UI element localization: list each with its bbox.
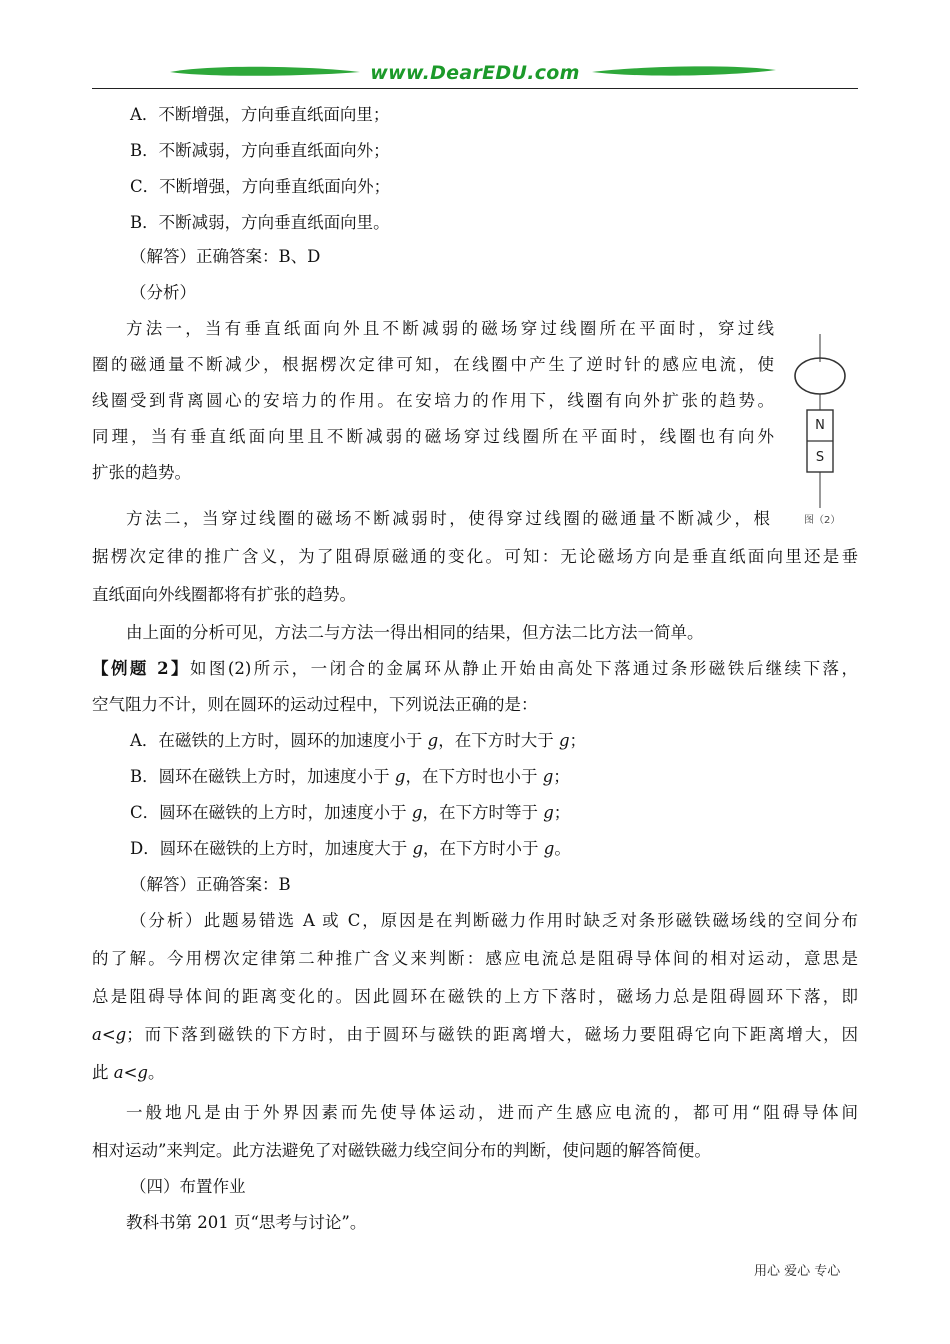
analysis-1-label: （分析）	[130, 283, 196, 302]
analysis2-line: 的了解。今用楞次定律第二种推广含义来判断：感应电流总是阻碍导体间的相对运动，意思是	[92, 949, 858, 968]
north-pole-label: N	[815, 418, 825, 433]
option2-d: D．圆环在磁铁的上方时，加速度大于 g，在下方时小于 g。	[130, 839, 571, 858]
south-pole-label: S	[815, 450, 825, 465]
figure-ring-magnet	[790, 330, 860, 530]
option-c: C．不断增强，方向垂直纸面向外；	[130, 177, 391, 196]
metal-ring	[795, 358, 845, 394]
page-footer: 用心 爱心 专心	[754, 1264, 841, 1279]
example2-label: 【例题 2】	[92, 659, 190, 678]
general-line: 一般地凡是由于外界因素而先使导体运动，进而产生感应电流的，都可用“阻碍导体间	[126, 1103, 858, 1122]
homework-text: 教科书第 201 页“思考与讨论”。	[126, 1213, 367, 1232]
summary-line: 由上面的分析可见，方法二与方法一得出相同的结果，但方法二比方法一简单。	[126, 623, 704, 642]
general-line: 相对运动”来判定。此方法避免了对磁铁磁力线空间分布的判断，使问题的解答简便。	[92, 1141, 711, 1160]
analysis2-line: 此 a<g。	[92, 1063, 165, 1082]
site-logo[interactable]: www.DearEDU.com	[370, 62, 580, 84]
method1-line: 同理，当有垂直纸面向里且不断减弱的磁场穿过线圈所在平面时，线圈也有向外	[92, 427, 774, 446]
method1-line: 扩张的趋势。	[92, 463, 191, 482]
analysis2-line: （分析）此题易错选 A 或 C，原因是在判断磁力作用时缺乏对条形磁铁磁场线的空间分布	[130, 911, 858, 930]
option2-c: C．圆环在磁铁的上方时，加速度小于 g，在下方时等于 g；	[130, 803, 571, 822]
method1-line: 线圈受到背离圆心的安培力的作用。在安培力的作用下，线圈有向外扩张的趋势。	[92, 391, 774, 410]
answer-1: （解答）正确答案：B、D	[130, 247, 321, 266]
option-d: B．不断减弱，方向垂直纸面向里。	[130, 213, 390, 232]
figure-caption: 图（2）	[804, 515, 841, 526]
homework-heading: （四）布置作业	[130, 1177, 246, 1196]
header-divider	[92, 88, 858, 89]
method2-line: 据楞次定律的推广含义，为了阻碍原磁通的变化。可知：无论磁场方向是垂直纸面向里还是垂	[92, 547, 858, 566]
method2-line: 方法二，当穿过线圈的磁场不断减弱时，使得穿过线圈的磁通量不断减少，根	[126, 509, 770, 528]
example2-line2: 空气阻力不计，则在圆环的运动过程中，下列说法正确的是：	[92, 695, 538, 714]
option-a: A．不断增强，方向垂直纸面向里；	[130, 105, 390, 124]
analysis2-line: 总是阻碍导体间的距离变化的。因此圆环在磁铁的上方下落时，磁场力总是阻碍圆环下落，即	[92, 987, 858, 1006]
analysis2-line: a<g；而下落到磁铁的下方时，由于圆环与磁铁的距离增大，磁场力要阻碍它向下距离增大，因	[92, 1025, 858, 1044]
answer-2: （解答）正确答案：B	[130, 875, 291, 894]
option-b: B．不断减弱，方向垂直纸面向外；	[130, 141, 390, 160]
method1-line: 圈的磁通量不断减少，根据楞次定律可知，在线圈中产生了逆时针的感应电流，使	[92, 355, 774, 374]
option2-b: B．圆环在磁铁上方时，加速度小于 g，在下方时也小于 g；	[130, 767, 570, 786]
method1-line: 方法一，当有垂直纸面向外且不断减弱的磁场穿过线圈所在平面时，穿过线	[126, 319, 774, 338]
option2-a: A．在磁铁的上方时，圆环的加速度小于 g，在下方时大于 g；	[130, 731, 587, 750]
example2-text: 如图(2)所示，一闭合的金属环从静止开始由高处下落通过条形磁铁后继续下落，	[189, 659, 858, 678]
example2-line1	[92, 658, 858, 680]
method2-line: 直纸面向外线圈都将有扩张的趋势。	[92, 585, 356, 604]
